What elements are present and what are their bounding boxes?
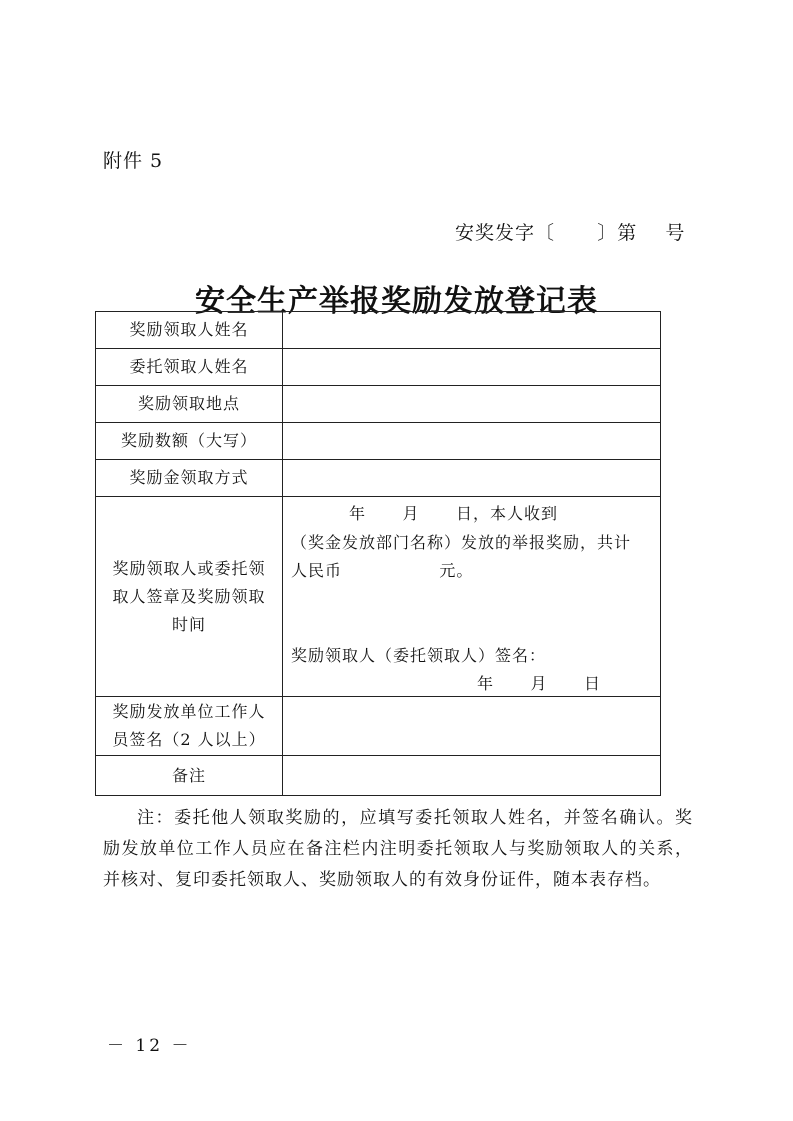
collection-place-label: 奖励领取地点 bbox=[96, 386, 283, 423]
signature-label-line-1: 奖励领取人或委托领 bbox=[112, 558, 266, 578]
table-row bbox=[96, 386, 661, 423]
remark-field[interactable] bbox=[283, 756, 661, 796]
remark-label: 备注 bbox=[96, 756, 283, 796]
table-row bbox=[96, 423, 661, 460]
issuer-line: （奖金发放部门名称）发放的举报奖励，共计 bbox=[291, 532, 632, 552]
recipient-name-field[interactable] bbox=[283, 312, 661, 349]
amount-line: 人民币 元。 bbox=[291, 560, 474, 580]
footnote: 注：委托他人领取奖励的，应填写委托领取人姓名，并签名确认。奖励发放单位工作人员应在备注栏内注明委托领取人与奖励领取人的关系，并核对、复印委托领取人、奖励领取人的有效身份证件，随本表存档。 bbox=[103, 808, 693, 890]
delegate-name-label: 委托领取人姓名 bbox=[96, 349, 283, 386]
form-title: 安全生产举报奖励发放登记表 bbox=[195, 284, 598, 319]
signer-line: 奖励领取人（委托领取人）签名： bbox=[291, 645, 547, 665]
collection-method-label: 奖励金领取方式 bbox=[96, 460, 283, 497]
table-row bbox=[96, 497, 661, 697]
reward-amount-field[interactable] bbox=[283, 423, 661, 460]
attachment-label: 附件 5 bbox=[103, 150, 164, 172]
registration-table bbox=[95, 311, 661, 796]
staff-signature-field[interactable] bbox=[283, 697, 661, 756]
table-row bbox=[96, 756, 661, 796]
table-row bbox=[96, 312, 661, 349]
recipient-name-label: 奖励领取人姓名 bbox=[96, 312, 283, 349]
signature-label-line-3: 时间 bbox=[171, 614, 206, 634]
collection-method-field[interactable] bbox=[283, 460, 661, 497]
signature-label-line-2: 取人签章及奖励领取 bbox=[112, 586, 266, 606]
staff-signature-label bbox=[96, 697, 283, 756]
table-row bbox=[96, 460, 661, 497]
signature-time-field[interactable] bbox=[283, 497, 661, 697]
staff-label-line-2: 员签名（2 人以上） bbox=[112, 730, 266, 749]
table-row bbox=[96, 349, 661, 386]
reward-amount-label: 奖励数额（大写） bbox=[96, 423, 283, 460]
staff-label-line-1: 奖励发放单位工作人 bbox=[112, 702, 266, 721]
table-row bbox=[96, 697, 661, 756]
receipt-date-line: 年 月 日，本人收到 bbox=[349, 503, 559, 523]
signature-time-label bbox=[96, 497, 283, 697]
page-number: － 12 － bbox=[107, 1036, 192, 1056]
delegate-name-field[interactable] bbox=[283, 349, 661, 386]
collection-place-field[interactable] bbox=[283, 386, 661, 423]
sign-date-line: 年 月 日 bbox=[477, 673, 602, 693]
document-number: 安奖发字〔 〕第 号 bbox=[455, 222, 686, 244]
